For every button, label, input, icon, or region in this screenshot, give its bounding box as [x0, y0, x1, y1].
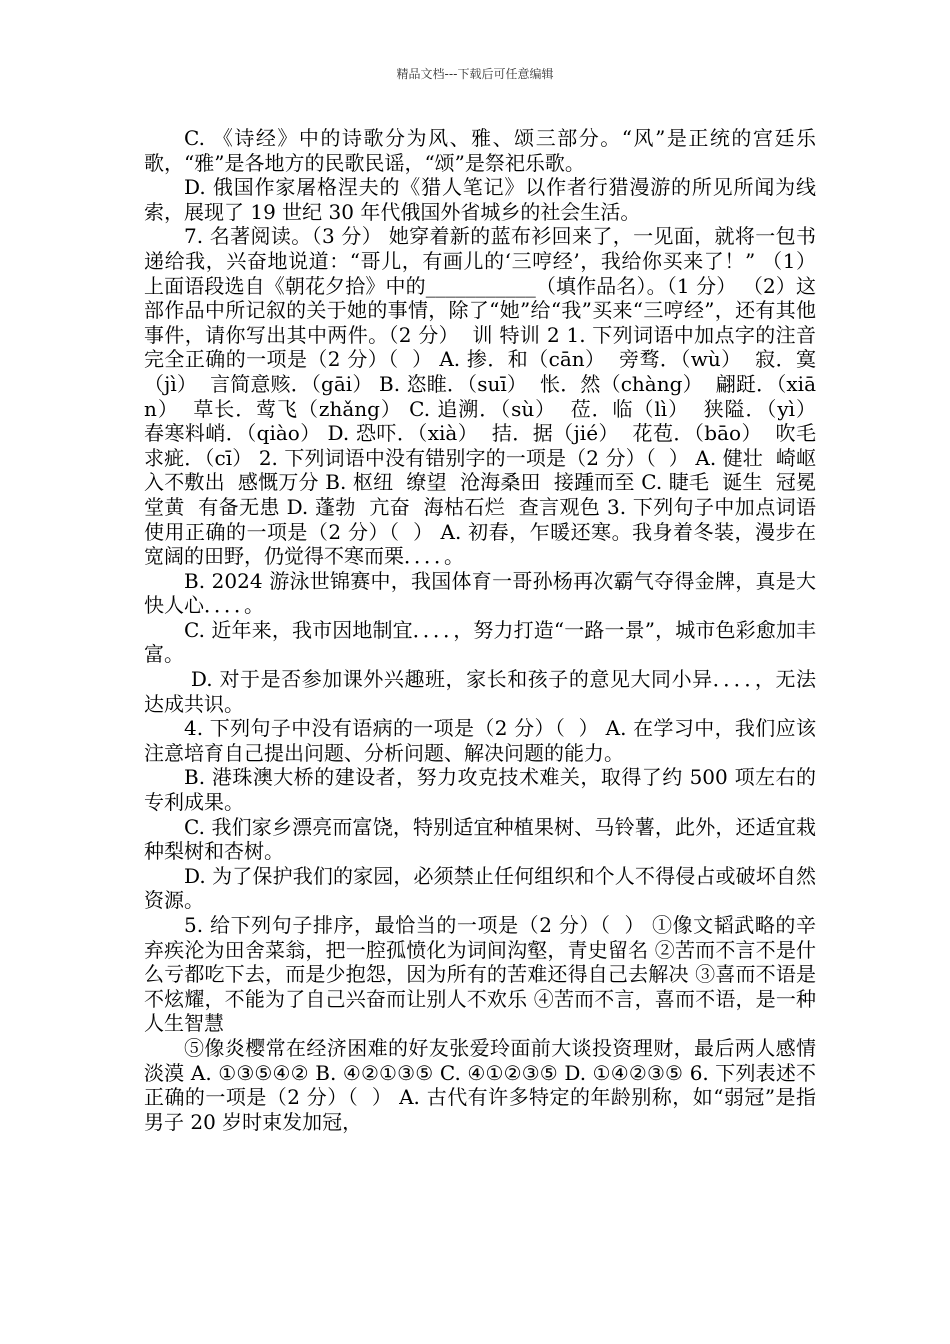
paragraph-question-5: 5. 给下列句子排序，最恰当的一项是（2 分）（ ） ①像文韬武略的辛弃疾沦为田舍菜翁，把一腔孤愤化为词间沟壑，青史留名 ②苦而不言不是什么亏都吃下去，而是少抱怨，因为所有的苦难还得自己去解决 ③喜而不语是不炫耀，不能为了自己兴奋而让别人不欢乐 ④苦而不言，喜而不语，是一种人生智慧	[144, 913, 816, 1036]
paragraph-option-d-hunter-notes: D. 俄国作家屠格涅夫的《猎人笔记》以作者行猎漫游的所见所闻为线索，展现了 19 世纪 30 年代俄国外省城乡的社会生活。	[144, 175, 816, 224]
paragraph-option-b-swimming: B. 2024 游泳世锦赛中，我国体育一哥孙杨再次霸气夺得金牌，真是大快人心．．．．。	[144, 568, 816, 618]
page-header: 精品文档---下载后可任意编辑	[396, 67, 554, 81]
paragraph-option-c-hometown: C. 我们家乡漂亮而富饶，特别适宜种植果树、马铃薯，此外，还适宜栽种梨树和杏树。	[144, 814, 816, 864]
paragraph-question-5-cont-and-6: ⑤像炎樱常在经济困难的好友张爱玲面前大谈投资理财，最后两人感情淡漠 A. ①③⑤④② B. ④②①③⑤ C. ④①②③⑤ D. ①④②③⑤ 6. 下列表述不正确的一项是（2 分）（ ） A. 古代有许多特定的年龄别称，如“弱冠”是指男子 20 岁时束发加冠，	[144, 1035, 816, 1134]
paragraph-question-4: 4. 下列句子中没有语病的一项是（2 分）（ ） A. 在学习中，我们应该注意培育自己提出问题、分析问题、解决问题的能力。	[144, 716, 816, 765]
paragraph-option-c-shijing: C. 《诗经》中的诗歌分为风、雅、颂三部分。“风”是正统的宫廷乐歌，“雅”是各地方的民歌民谣，“颂”是祭祀乐歌。	[144, 126, 816, 175]
paragraph-option-d-interest-class: D. 对于是否参加课外兴趣班，家长和孩子的意见大同小异．．．．，无法达成共识。	[144, 667, 817, 716]
document-body	[144, 126, 829, 1134]
paragraph-option-b-bridge: B. 港珠澳大桥的建设者，努力攻克技术难关，取得了约 500 项左右的专利成果。	[144, 765, 816, 815]
paragraph-question-7-and-training: 7. 名著阅读。（3 分） 她穿着新的蓝布衫回来了，一见面，就将一包书递给我，兴奋地说道：“哥儿，有画儿的‘三哼经’，我给你买来了！” （1）上面语段选自《朝花夕拾》中的___________（填作品名）。（1 分） （2）这部作品中所记叙的关于她的事情，除了“她”给“我”买来“三哼经”，还有其他事件，请你写出其中两件。（2 分） 训 特训 2 1. 下列词语中加点字的注音完全正确的一项是（2 分）（ ） A. 掺．和（cān） 旁骛．（wù） 寂．寞（jì） 言简意赅．（gāi） B. 恣睢．（suī） 怅．然（chàng） 翩跹．（xiān） 草长．莺飞（zhǎng） C. 追溯．（sù） 莅．临（lì） 狭隘．（yì） 春寒料峭．（qiào） D. 恐吓．（xià） 拮．据（jié） 花苞．（bāo） 吹毛求疵．（cī） 2. 下列词语中没有错别字的一项是（2 分）（ ） A. 健壮 崎岖 入不敷出 感慨万分 B. 枢纽 缭望 沧海桑田 接踵而至 C. 睫毛 诞生 冠冕堂黄 有备无患 D. 蓬勃 亢奋 海枯石烂 查言观色 3. 下列句子中加点词语使用正确的一项是（2 分）（ ） A. 初春，乍暖还寒。我身着冬装，漫步在宽阔的田野，仍觉得不寒而栗．．．．。	[144, 224, 829, 569]
paragraph-option-c-city: C. 近年来，我市因地制宜．．．．，努力打造“一路一景”，城市色彩愈加丰富。	[144, 617, 816, 667]
paragraph-option-d-homeland: D. 为了保护我们的家园，必须禁止任何组织和个人不得侵占或破坏自然资源。	[144, 863, 816, 913]
